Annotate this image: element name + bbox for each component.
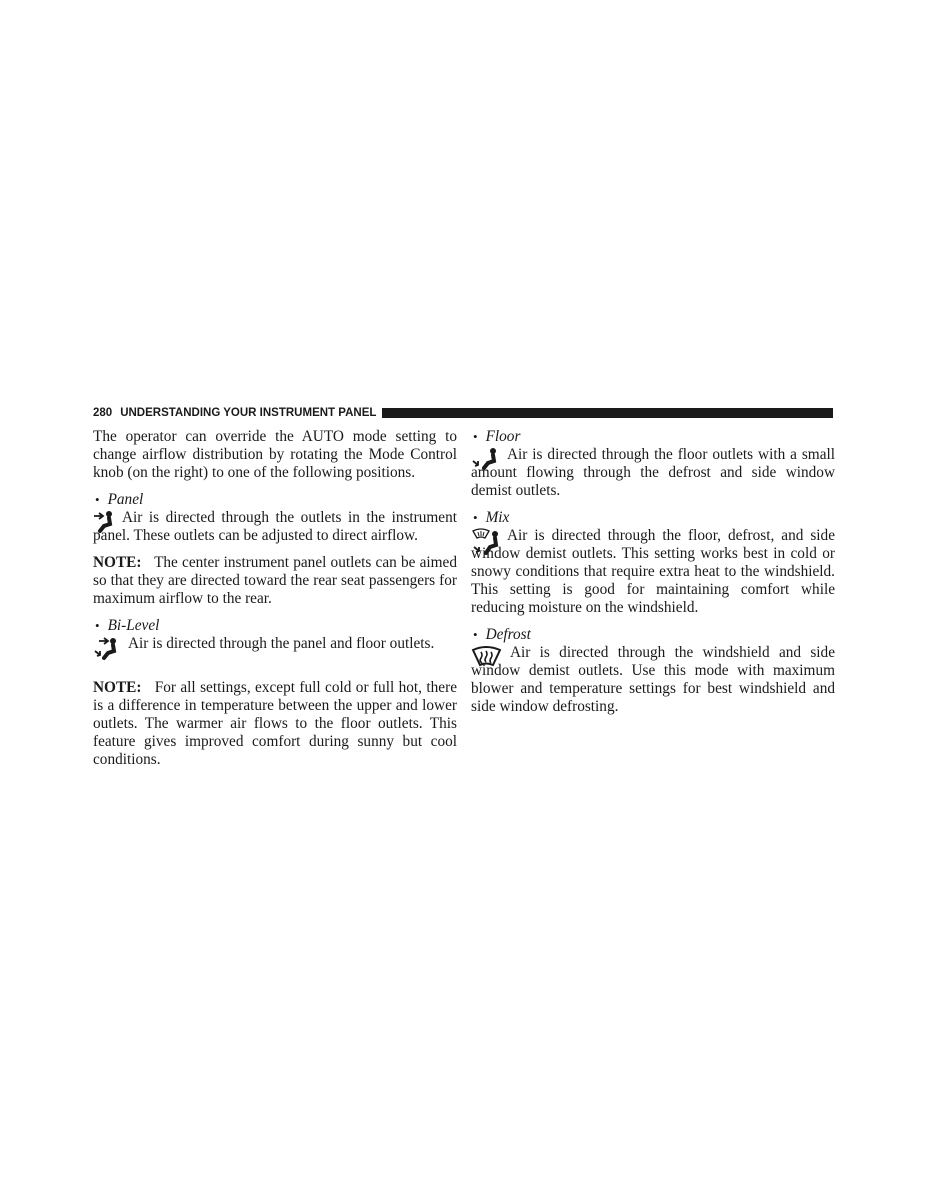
bilevel-heading: • Bi-Level [95, 617, 160, 634]
bilevel-text: Air is directed through the panel and floor outlets. [128, 635, 435, 652]
bilevel-title: Bi-Level [107, 617, 160, 634]
intro-paragraph: The operator can override the AUTO mode setting to change airflow distribution by rotating the Mode Control knob (on the right) to one of the following positions. [93, 428, 457, 481]
bilevel-mode-block [93, 635, 457, 653]
mix-mode-icon [471, 528, 503, 562]
defrost-title: Defrost [485, 626, 531, 643]
note-1-text: The center instrument panel outlets can be aimed so that they are directed toward the rear seat passengers for maximum airflow to the rear. [93, 554, 457, 607]
panel-title: Panel [107, 491, 144, 508]
note-1-label: NOTE: [93, 554, 142, 571]
section-title: UNDERSTANDING YOUR INSTRUMENT PANEL [120, 407, 377, 419]
panel-mode-icon [93, 510, 119, 534]
floor-title: Floor [485, 428, 521, 445]
note-2-text: For all settings, except full cold or full hot, there is a difference in temperature between the upper and lower outlets. The warmer air flows to the floor outlets. This feature gives improved comfort during sunny but cool conditions. [93, 679, 457, 768]
mix-mode-block [471, 527, 835, 617]
page-number: 280 [93, 407, 113, 419]
page-header [93, 405, 833, 421]
floor-mode-icon [471, 447, 501, 473]
header-bar [382, 408, 833, 418]
left-column [93, 428, 457, 769]
mix-title: Mix [485, 509, 510, 526]
defrost-text: Air is directed through the windshield and side window demist outlets. Use this mode with maximum blower and temperature settings for best windshield and side window defrosting. [471, 644, 835, 715]
defrost-mode-icon [471, 645, 503, 671]
panel-mode-block [93, 509, 457, 545]
note-2-label: NOTE: [93, 679, 142, 696]
mix-text: Air is directed through the floor, defrost, and side window demist outlets. This setting works best in cold or snowy conditions that require extra heat to the windshield. This setting is good for maintaining comfort while reducing moisture on the windshield. [471, 527, 835, 616]
floor-heading: • Floor [473, 428, 521, 445]
panel-text: Air is directed through the outlets in the instrument panel. These outlets can be adjusted to direct airflow. [93, 509, 457, 544]
note-1 [93, 554, 457, 608]
note-2 [93, 679, 457, 769]
bilevel-mode-icon [93, 636, 123, 662]
mix-heading: • Mix [473, 509, 510, 526]
floor-mode-block [471, 446, 835, 500]
defrost-heading: • Defrost [473, 626, 531, 643]
floor-text: Air is directed through the floor outlets with a small amount flowing through the defrost and side window demist outlets. [471, 446, 835, 499]
defrost-mode-block [471, 644, 835, 716]
panel-heading: • Panel [95, 491, 144, 508]
right-column [471, 428, 835, 716]
